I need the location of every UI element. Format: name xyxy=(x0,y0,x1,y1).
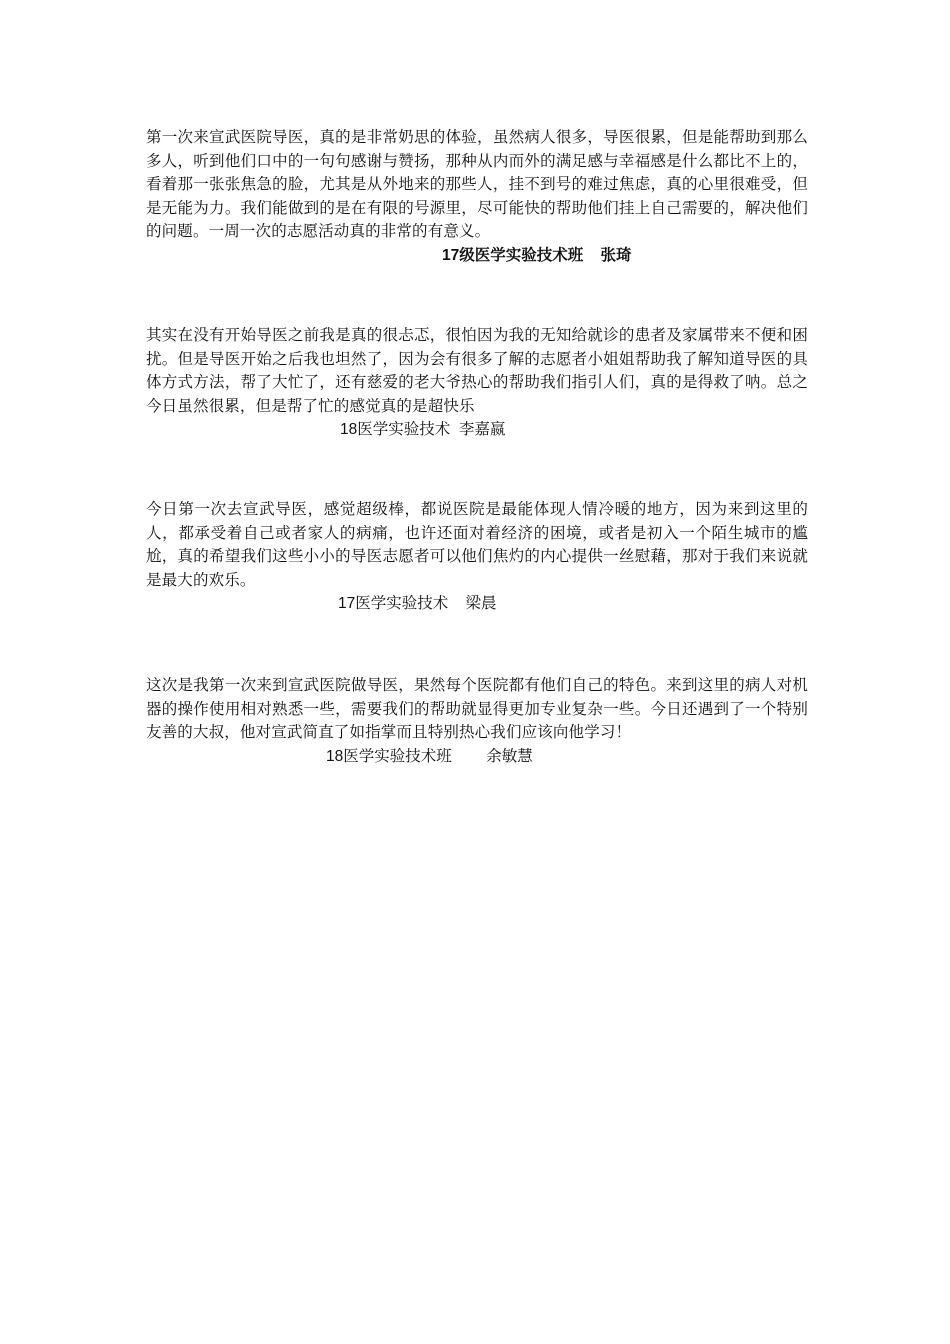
entry-signature: 17医学实验技术 梁晨 xyxy=(338,595,497,612)
reflection-entry-2 xyxy=(146,324,808,442)
entry-signature: 18医学实验技术 李嘉嬴 xyxy=(340,421,506,438)
entry-body-text: 今日第一次去宣武导医，感觉超级棒，都说医院是最能体现人情冷暖的地方，因为来到这里的人，都承受着自己或者家人的病痛，也许还面对着经济的困境，或者是初入一个陌生城市的尴尬，真的希望我们这些小小的导医志愿者可以他们焦灼的内心提供一丝慰藉，那对于我们来说就是最大的欢乐。 xyxy=(146,500,808,589)
entry-body-text: 第一次来宣武医院导医，真的是非常奶思的体验，虽然病人很多，导医很累，但是能帮助到那么多人，听到他们口中的一句句感谢与赞扬，那种从内而外的满足感与幸福感是什么都比不上的，看着那一张张焦急的脸，尤其是从外地来的那些人，挂不到号的难过焦虑，真的心里很难受，但是无能为力。我们能做到的是在有限的号源里，尽可能快的帮助他们挂上自己需要的，解决他们的问题。一周一次的志愿活动真的非常的有意义。 xyxy=(146,128,808,240)
entry-signature: 17级医学实验技术班 张琦 xyxy=(442,246,632,264)
entry-signature: 18医学实验技术班 余敏慧 xyxy=(326,747,533,765)
entry-body-text: 其实在没有开始导医之前我是真的很忐忑，很怕因为我的无知给就诊的患者及家属带来不便和困扰。但是导医开始之后我也坦然了，因为会有很多了解的志愿者小姐姐帮助我了解知道导医的具体方式方法，帮了大忙了，还有慈爱的老大爷热心的帮助我们指引人们，真的是得救了呐。总之今日虽然很累，但是帮了忙的感觉真的是超快乐 xyxy=(146,326,808,415)
entry-body-text: 这次是我第一次来到宣武医院做导医，果然每个医院都有他们自己的特色。来到这里的病人对机器的操作使用相对熟悉一些，需要我们的帮助就显得更加专业复杂一些。今日还遇到了一个特别友善的大叔，他对宣武简直了如指掌而且特别热心我们应该向他学习！ xyxy=(146,676,808,741)
reflection-entry-4 xyxy=(146,674,808,768)
reflection-entry-3 xyxy=(146,498,808,616)
reflection-entry-1 xyxy=(146,126,808,267)
